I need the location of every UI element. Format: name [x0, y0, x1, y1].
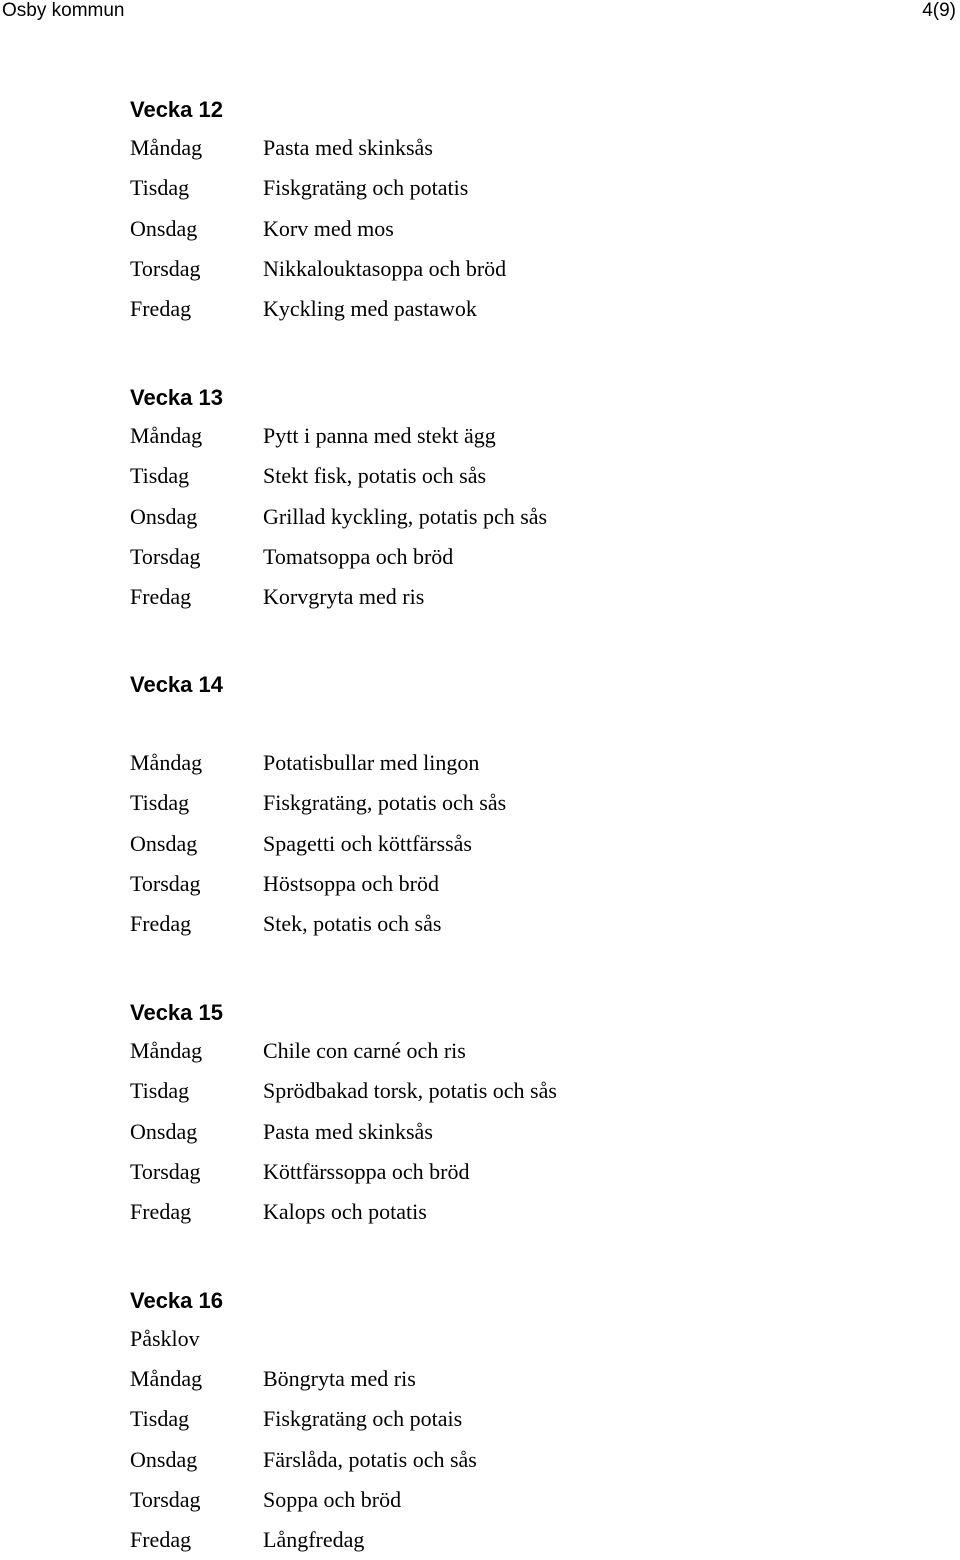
day-label: Onsdag — [130, 503, 198, 529]
day-label: Onsdag — [130, 1118, 198, 1144]
menu-row — [130, 1112, 557, 1152]
day-label: Fredag — [130, 1527, 192, 1553]
week-section-13 — [130, 380, 547, 617]
day-label: Onsdag — [130, 830, 198, 856]
menu-row — [130, 1071, 557, 1111]
menu-row — [130, 824, 506, 864]
meal-text: Soppa och bröd — [263, 1486, 402, 1512]
day-label: Måndag — [130, 135, 203, 160]
week-title: Vecka 14 — [130, 672, 223, 697]
menu-row — [130, 249, 506, 289]
menu-row — [130, 743, 506, 783]
week-spacer — [130, 703, 506, 743]
day-label: Torsdag — [130, 543, 201, 569]
meal-text: Nikkalouktasoppa och bröd — [263, 255, 507, 281]
meal-text: Spagetti och köttfärssås — [263, 830, 472, 856]
menu-row — [130, 168, 506, 208]
page-number: 4(9) — [922, 0, 956, 21]
day-label: Måndag — [130, 1366, 203, 1391]
menu-row — [130, 289, 506, 329]
day-label: Fredag — [130, 1199, 192, 1225]
meal-text: Fiskgratäng och potatis — [263, 175, 469, 201]
menu-row — [130, 1192, 557, 1232]
menu-row — [130, 1480, 477, 1520]
week-title: Vecka 13 — [130, 385, 223, 410]
meal-text: Kalops och potatis — [263, 1199, 427, 1225]
meal-text: Fiskgratäng, potatis och sås — [263, 790, 507, 816]
day-label: Torsdag — [130, 870, 201, 896]
meal-text: Korv med mos — [263, 215, 394, 241]
day-label: Tisdag — [130, 463, 190, 489]
week-section-15 — [130, 995, 557, 1232]
menu-row — [130, 1359, 477, 1399]
day-label: Tisdag — [130, 1406, 190, 1432]
page-header — [0, 0, 960, 22]
meal-text: Grillad kyckling, potatis pch sås — [263, 503, 548, 529]
holiday-note: Påsklov — [130, 1326, 200, 1351]
menu-row — [130, 497, 547, 537]
day-label: Tisdag — [130, 1078, 190, 1104]
menu-row — [130, 1520, 477, 1560]
day-label: Fredag — [130, 584, 192, 610]
menu-row — [130, 1152, 557, 1192]
meal-text: Pasta med skinksås — [263, 1118, 433, 1144]
day-label: Måndag — [130, 423, 203, 448]
menu-row — [130, 456, 547, 496]
day-label: Torsdag — [130, 1158, 201, 1184]
meal-text: Höstsoppa och bröd — [263, 870, 439, 896]
menu-row — [130, 537, 547, 577]
meal-text: Köttfärssoppa och bröd — [263, 1158, 470, 1184]
day-label: Tisdag — [130, 790, 190, 816]
meal-text: Tomatsoppa och bröd — [263, 543, 454, 569]
menu-row — [130, 1031, 557, 1071]
meal-text: Korvgryta med ris — [263, 584, 425, 610]
week-title: Vecka 15 — [130, 1000, 223, 1025]
meal-text: Sprödbakad torsk, potatis och sås — [263, 1078, 557, 1104]
day-label: Tisdag — [130, 175, 190, 201]
organization-name: Osby kommun — [2, 0, 125, 21]
meal-text: Färslåda, potatis och sås — [263, 1446, 477, 1472]
meal-text: Pytt i panna med stekt ägg — [263, 423, 496, 448]
menu-row — [130, 904, 506, 944]
menu-row — [130, 577, 547, 617]
meal-text: Chile con carné och ris — [263, 1038, 466, 1063]
menu-row — [130, 209, 506, 249]
meal-text: Böngryta med ris — [263, 1366, 416, 1391]
meal-text: Fiskgratäng och potais — [263, 1406, 463, 1432]
meal-text: Långfredag — [263, 1527, 365, 1553]
menu-row — [130, 416, 547, 456]
day-label: Måndag — [130, 1038, 203, 1063]
week-title: Vecka 16 — [130, 1288, 223, 1313]
day-label: Torsdag — [130, 1486, 201, 1512]
week-section-16 — [130, 1283, 477, 1560]
menu-row — [130, 864, 506, 904]
menu-row — [130, 1399, 477, 1439]
day-label: Onsdag — [130, 215, 198, 241]
meal-text: Potatisbullar med lingon — [263, 750, 480, 775]
meal-text: Pasta med skinksås — [263, 135, 433, 160]
week-title: Vecka 12 — [130, 97, 223, 122]
day-label: Onsdag — [130, 1446, 198, 1472]
menu-row — [130, 1440, 477, 1480]
menu-row — [130, 783, 506, 823]
meal-text: Stekt fisk, potatis och sås — [263, 463, 487, 489]
day-label: Torsdag — [130, 255, 201, 281]
week-section-14 — [130, 667, 506, 944]
menu-row — [130, 128, 506, 168]
meal-text: Kyckling med pastawok — [263, 296, 477, 322]
day-label: Fredag — [130, 911, 192, 937]
day-label: Fredag — [130, 296, 192, 322]
day-label: Måndag — [130, 750, 203, 775]
meal-text: Stek, potatis och sås — [263, 911, 442, 937]
week-section-12 — [130, 92, 506, 329]
